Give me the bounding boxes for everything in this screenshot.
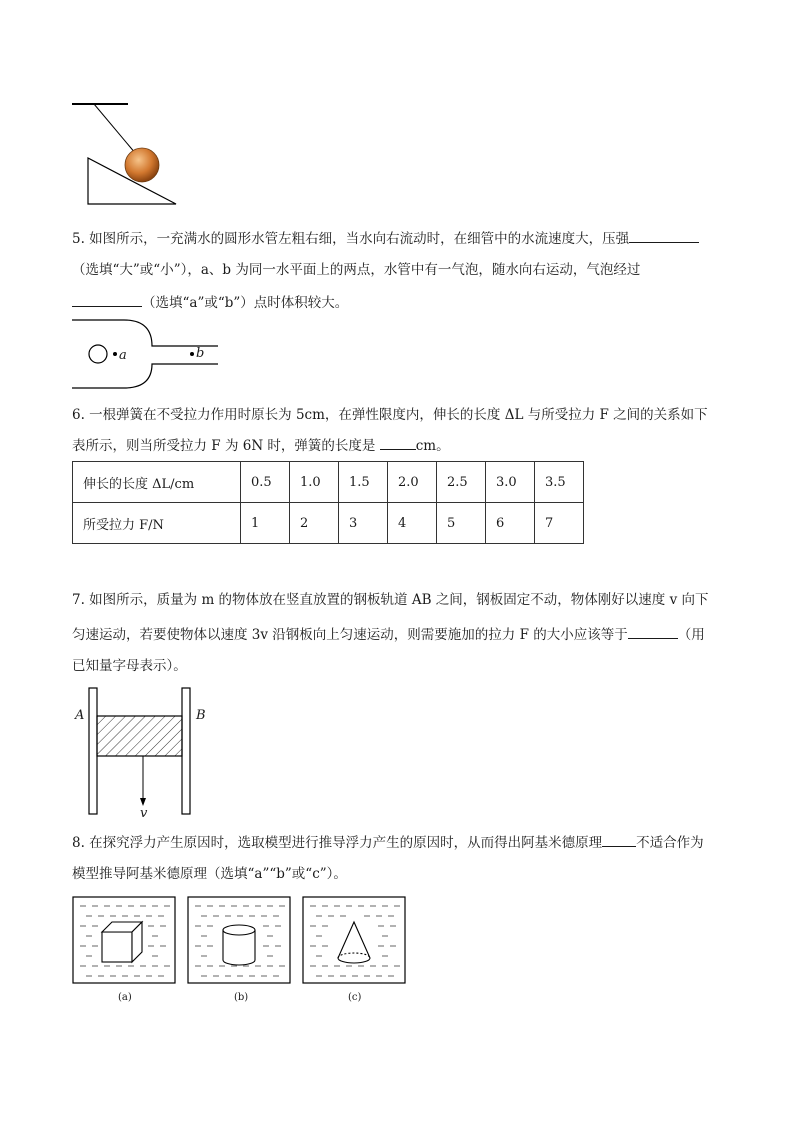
plate-B-label: B — [196, 708, 206, 723]
q7-line3: 已知量字母表示）。 — [72, 658, 187, 674]
table-cell: 4 — [388, 503, 437, 544]
q6-blank[interactable] — [380, 435, 416, 450]
block-object — [97, 716, 182, 756]
q5-line1: 5. 如图所示，一充满水的圆形水管左粗右细，当水向右流动时，在细管中的水流速度大，压强 — [72, 228, 699, 249]
table-row — [73, 462, 584, 503]
q6-line1: 6. 一根弹簧在不受拉力作用时原长为 5cm，在弹性限度内，伸长的长度 ΔL 与所受拉力 F 之间的关系如下 — [72, 407, 708, 423]
point-b-dot — [190, 352, 194, 356]
point-a-dot — [113, 352, 117, 356]
q7-line2: 匀速运动，若要使物体以速度 3v 沿钢板向上匀速运动，则需要施加的拉力 F 的大小应该等于 （用 — [72, 624, 705, 645]
q8-line1: 8. 在探究浮力产生原因时，选取模型进行推导浮力产生的原因时，从而得出阿基米德原理 不适合作为 — [72, 832, 704, 853]
table-cell: 1.5 — [339, 462, 388, 503]
q6-line2: 表所示，则当所受拉力 F 为 6N 时，弹簧的长度是 cm。 — [72, 435, 450, 456]
velocity-label: v — [140, 806, 148, 821]
ball-on-incline-figure — [70, 96, 180, 208]
point-a-label: a — [119, 348, 127, 363]
table-cell: 1.0 — [290, 462, 339, 503]
q7-line1: 7. 如图所示，质量为 m 的物体放在竖直放置的钢板轨道 AB 之间，钢板固定不动，物体刚好以速度 v 向下 — [72, 592, 709, 608]
bubble — [89, 345, 107, 363]
q5-blank-1[interactable] — [629, 228, 699, 243]
velocity-arrow-head — [140, 798, 146, 806]
table-cell: 2 — [290, 503, 339, 544]
model-a-cube — [72, 896, 176, 984]
caption-b: (b) — [234, 992, 249, 1003]
plate-B — [182, 688, 190, 814]
caption-c: (c) — [348, 992, 362, 1003]
caption-a: (a) — [118, 992, 132, 1003]
table-header-cell: 伸长的长度 ΔL/cm — [73, 462, 241, 503]
model-c-cone — [302, 896, 406, 984]
ball — [125, 148, 159, 182]
pipe-top-wall — [72, 320, 218, 346]
steel-plates-figure — [86, 686, 194, 820]
string — [94, 104, 136, 154]
table-cell: 2.5 — [437, 462, 486, 503]
q8-blank[interactable] — [602, 832, 636, 847]
table-cell: 7 — [535, 503, 584, 544]
table-header-cell: 所受拉力 F/N — [73, 503, 241, 544]
table-row — [73, 503, 584, 544]
table-cell: 6 — [486, 503, 535, 544]
q5-blank-2[interactable] — [72, 292, 142, 307]
plate-A-label: A — [75, 708, 85, 723]
point-b-label: b — [196, 346, 205, 361]
table-cell: 2.0 — [388, 462, 437, 503]
q5-line3: （选填“a”或“b”）点时体积较大。 — [72, 292, 348, 313]
q8-line2: 模型推导阿基米德原理（选填“a”“b”或“c”）。 — [72, 866, 347, 882]
model-b-cylinder — [187, 896, 291, 984]
table-cell: 3.5 — [535, 462, 584, 503]
spring-data-table — [72, 461, 584, 544]
pipe-bottom-wall — [72, 364, 218, 388]
plate-A — [89, 688, 97, 814]
table-cell: 0.5 — [241, 462, 290, 503]
table-cell: 1 — [241, 503, 290, 544]
table-cell: 3 — [339, 503, 388, 544]
q5-line2: （选填“大”或“小”），a、b 为同一水平面上的两点，水管中有一气泡，随水向右运动，气泡经过 — [72, 262, 641, 278]
table-cell: 5 — [437, 503, 486, 544]
table-cell: 3.0 — [486, 462, 535, 503]
q7-blank[interactable] — [628, 624, 678, 639]
